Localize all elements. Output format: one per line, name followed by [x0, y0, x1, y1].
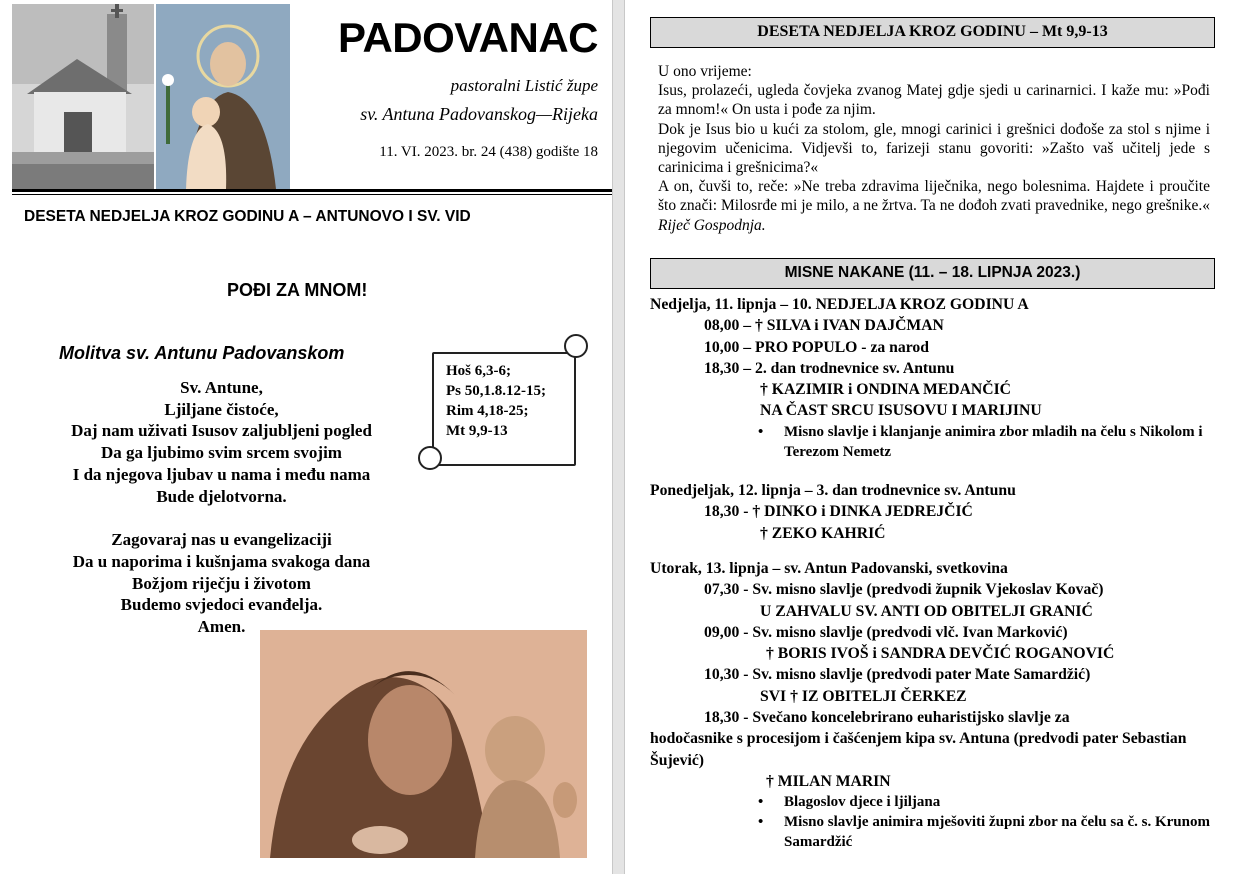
prayer-line: I da njegova ljubav u nama i među nama — [72, 464, 371, 484]
prayer-title: POĐI ZA MNOM! — [227, 280, 368, 300]
mass-day-monday — [650, 480, 1220, 544]
day-heading: Nedjelja, 11. lipnja – 10. NEDJELJA KROZ GODINU A — [650, 296, 1029, 313]
mass-intention: NA ČAST SRCU ISUSOVU I MARIJINU — [760, 402, 1042, 420]
newsletter-subtitle: pastoralni Listić župe — [450, 76, 598, 95]
prayer-line: Ljiljane čistoće, — [164, 399, 279, 419]
note-item — [650, 792, 1220, 812]
readings-scroll — [418, 334, 586, 469]
prayer-name: Molitva sv. Antunu Padovanskom — [59, 343, 345, 363]
prayer-line: Da u naporima i kušnjama svakoga dana — [72, 551, 371, 571]
mass-intention: † MILAN MARIN — [766, 772, 891, 790]
mass-entry: 10,30 - Sv. misno slavlje (predvodi pater Mate Samardžić) — [704, 666, 1091, 684]
left-page — [0, 0, 612, 874]
gospel-paragraph: U ono vrijeme: — [658, 63, 752, 80]
mass-intentions-banner: MISNE NAKANE (11. – 18. LIPNJA 2023.) — [650, 258, 1215, 289]
scroll-roll-icon — [418, 446, 442, 470]
mass-entry: 10,00 – PRO POPULO - za narod — [704, 338, 929, 356]
masthead-divider — [12, 189, 612, 192]
reading-item: Ps 50,1.8.12-15; — [446, 383, 546, 399]
note-item — [650, 422, 1220, 462]
prayer-line: Da ga ljubimo svim srcem svojim — [101, 443, 342, 463]
gospel-text — [658, 62, 1210, 235]
newsletter-title: PADOVANAC — [338, 14, 598, 61]
gospel-paragraph: Dok je Isus bio u kući za stolom, gle, mnogi carinici i grešnici dođoše za stol s njime i njegovim učenicima. Vidjevši to, farizeji stanu govoriti: »Zašto vaš učitelj jede s carinicima i grešnicima?« — [658, 120, 1210, 177]
note-text: Misno slavlje i klanjanje animira zbor mladih na čelu s Nikolom i Terezom Nemetz — [784, 423, 1203, 460]
issue-heading: DESETA NEDJELJA KROZ GODINU A – ANTUNOVO I SV. VID — [24, 208, 471, 225]
bullet-icon: • — [758, 423, 764, 440]
reading-item: Rim 4,18-25; — [446, 403, 529, 419]
bullet-icon: • — [758, 814, 764, 831]
mass-day-tuesday — [650, 558, 1220, 852]
mass-entry: 18,30 - † DINKO i DINKA JEDREJČIĆ — [704, 503, 973, 521]
right-page — [625, 0, 1237, 874]
prayer-line: Božjom riječju i životom — [132, 573, 311, 593]
mass-intention: U ZAHVALU SV. ANTI OD OBITELJI GRANIĆ — [760, 602, 1093, 620]
prayer-line: Daj nam uživati Isusov zaljubljeni pogled — [71, 421, 372, 441]
mass-entry: 09,00 - Sv. misno slavlje (predvodi vlč. Ivan Marković) — [704, 623, 1068, 641]
note-item — [650, 812, 1220, 852]
gospel-paragraph — [658, 177, 1210, 235]
prayer-line: Sv. Antune, — [180, 378, 263, 397]
statue-photo — [260, 630, 587, 858]
prayer-line: Bude djelotvorna. — [156, 486, 287, 506]
day-heading: Ponedjeljak, 12. lipnja – 3. dan trodnevnice sv. Antunu — [650, 482, 1016, 499]
masthead-divider-thin — [12, 194, 612, 195]
mass-entry-continued: hodočasnike s procesijom i čašćenjem kipa sv. Antuna (predvodi pater Sebastian Šujević) — [650, 730, 1187, 769]
mass-intention: SVI † IZ OBITELJI ČERKEZ — [760, 687, 967, 705]
mass-intention: † ZEKO KAHRIĆ — [760, 524, 886, 542]
prayer-line: Amen. — [197, 617, 246, 637]
mass-day-sunday — [650, 294, 1220, 462]
page-gutter — [612, 0, 625, 874]
saint-anthony-image — [156, 4, 290, 189]
gospel-paragraph: Isus, prolazeći, ugleda čovjeka zvanog Matej gdje sjedi u carinarnici. I kaže mu: »Pođi za mnom!« On usta i pođe za njim. — [658, 82, 1210, 119]
gospel-sentence: A on, čuvši to, reče: »Ne treba zdravima liječnika, nego bolesnima. Hajdete i proučite što znači: Milosrđe mi je milo, a ne žrtva. Ta ne dođoh zvati pravednike, nego grešnike.« — [658, 178, 1210, 215]
readings-list — [446, 361, 546, 441]
gospel-closing: Riječ Gospodnja. — [658, 216, 766, 234]
reading-item: Mt 9,9-13 — [446, 423, 508, 439]
scroll-roll-icon — [564, 334, 588, 358]
day-heading: Utorak, 13. lipnja – sv. Antun Padovanski, svetkovina — [650, 560, 1008, 577]
mass-intention: † BORIS IVOŠ i SANDRA DEVČIĆ ROGANOVIĆ — [766, 645, 1115, 663]
bullet-icon: • — [758, 794, 764, 811]
gospel-banner: DESETA NEDJELJA KROZ GODINU – Mt 9,9-13 — [650, 17, 1215, 48]
mass-entry: 18,30 - Svečano koncelebrirano euharistijsko slavlje za — [704, 709, 1070, 727]
prayer-line: Zagovaraj nas u evangelizaciji — [111, 530, 332, 550]
mass-entry: 18,30 – 2. dan trodnevnice sv. Antunu — [704, 359, 955, 377]
mass-entry: 07,30 - Sv. misno slavlje (predvodi župnik Vjekoslav Kovač) — [704, 581, 1104, 599]
note-text: Blagoslov djece i ljiljana — [784, 794, 941, 811]
mass-intention: † KAZIMIR i ONDINA MEDANČIĆ — [760, 381, 1012, 399]
prayer-text — [24, 377, 419, 638]
reading-item: Hoš 6,3-6; — [446, 363, 511, 379]
issue-info: 11. VI. 2023. br. 24 (438) godište 18 — [379, 144, 598, 160]
mass-entry: 08,00 – † SILVA i IVAN DAJČMAN — [704, 317, 944, 335]
church-photo — [12, 4, 154, 189]
note-text: Misno slavlje animira mješoviti župni zbor na čelu sa č. s. Krunom Samardžić — [784, 814, 1210, 851]
newsletter-parish: sv. Antuna Padovanskog—Rijeka — [360, 104, 598, 124]
prayer-line: Budemo svjedoci evanđelja. — [120, 595, 323, 615]
